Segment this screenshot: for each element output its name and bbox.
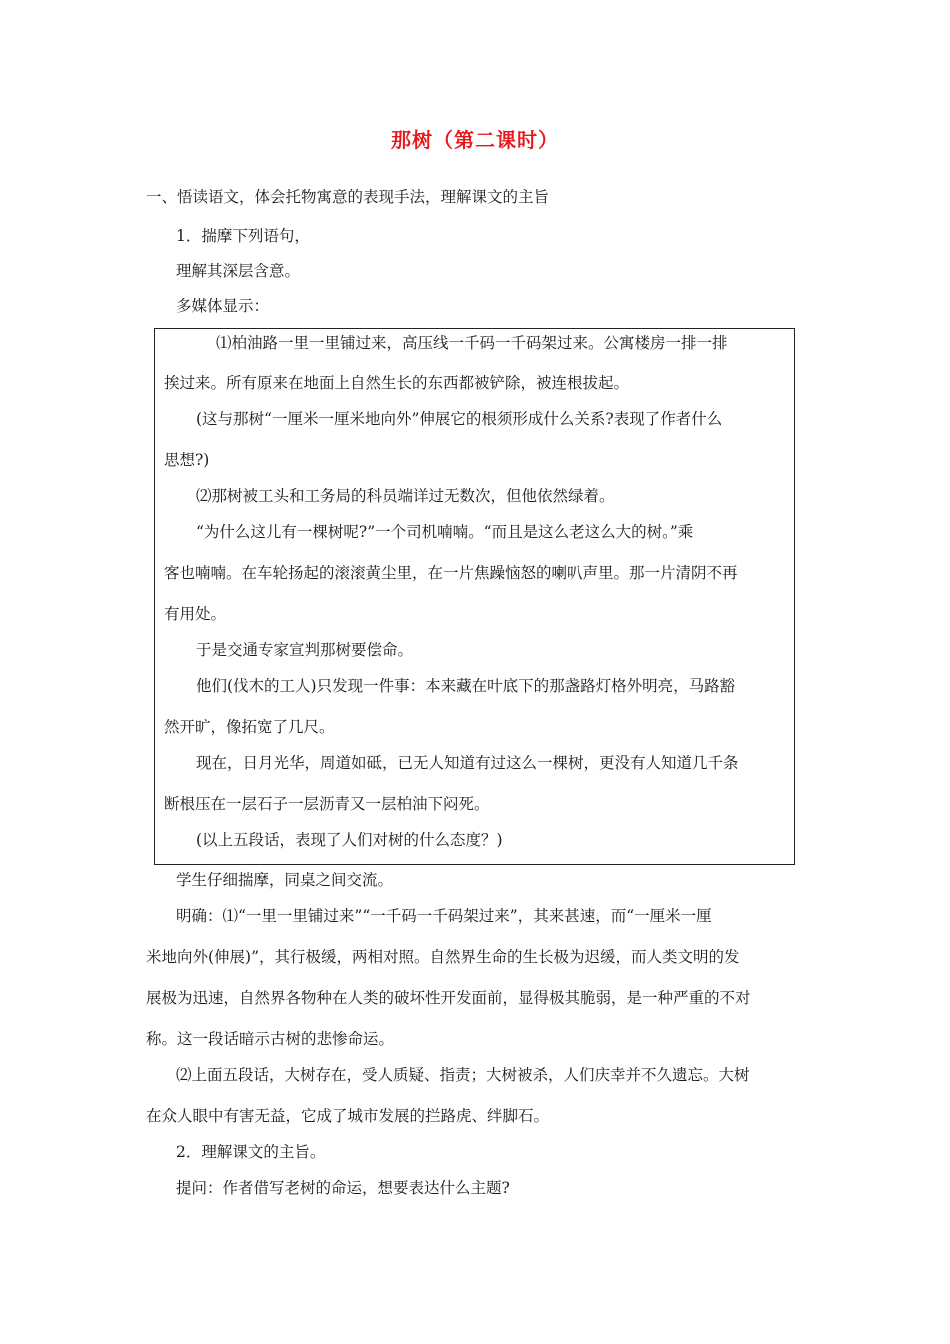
quote-p5-line2: 然开旷，像拓宽了几尺。 — [164, 718, 335, 736]
quote-p5-line1: 他们(伐木的工人)只发现一件事：本来藏在叶底下的那盏路灯格外明亮，马路豁 — [196, 677, 736, 695]
quote-p6-line2: 断根压在一层石子一层沥青又一层柏油下闷死。 — [164, 795, 490, 813]
question-1-line2: 思想?) — [164, 451, 210, 469]
clarify-1-line2: 米地向外(伸展)”，其行极缓，两相对照。自然界生命的生长极为迟缓，而人类文明的发 — [146, 948, 740, 966]
question-1-line1: (这与那树“一厘米一厘米地向外”伸展它的根须形成什么关系?表现了作者什么 — [196, 410, 723, 428]
clarify-2-line2: 在众人眼中有害无益，它成了城市发展的拦路虎、绊脚石。 — [146, 1107, 550, 1125]
quote-p3-line1: “为什么这儿有一棵树呢?”一个司机喃喃。“而且是这么老这么大的树。”乘 — [196, 523, 694, 541]
clarify-1-line1: 明确：⑴“一里一里铺过来”“一千码一千码架过来”，其来甚速，而“一厘米一厘 — [176, 907, 712, 925]
item-1-intro: 1．揣摩下列语句， — [176, 227, 310, 245]
section-heading: 一、悟读语文，体会托物寓意的表现手法，理解课文的主旨 — [146, 188, 550, 206]
question-prompt: 提问：作者借写老树的命运，想要表达什么主题? — [176, 1179, 510, 1197]
clarify-2-line1: ⑵上面五段话，大树存在，受人质疑、指责；大树被杀，人们庆幸并不久遗忘。大树 — [176, 1066, 750, 1084]
quote-p4: 于是交通专家宣判那树要偿命。 — [196, 641, 414, 659]
students-activity: 学生仔细揣摩，同桌之间交流。 — [176, 871, 394, 889]
page-title: 那树（第二课时） — [391, 128, 559, 152]
media-label: 多媒体显示： — [176, 297, 270, 315]
quote-p3-line2: 客也喃喃。在车轮扬起的滚滚黄尘里，在一片焦躁恼怒的喇叭声里。那一片清阴不再 — [164, 564, 738, 582]
quote-box — [154, 328, 795, 865]
quote-p1-line1: ⑴柏油路一里一里铺过来，高压线一千码一千码架过来。公寓楼房一排一排 — [216, 334, 728, 352]
quote-p1-line2: 挨过来。所有原来在地面上自然生长的东西都被铲除，被连根拔起。 — [164, 374, 630, 392]
question-2: (以上五段话，表现了人们对树的什么态度？) — [196, 831, 503, 849]
quote-p2: ⑵那树被工头和工务局的科员端详过无数次，但他依然绿着。 — [196, 487, 615, 505]
quote-p3-line3: 有用处。 — [164, 605, 227, 623]
clarify-1-line4: 称。这一段话暗示古树的悲惨命运。 — [146, 1030, 395, 1048]
clarify-1-line3: 展极为迅速，自然界各物种在人类的破坏性开发面前，显得极其脆弱，是一种严重的不对 — [146, 989, 751, 1007]
item-2-heading: 2．理解课文的主旨。 — [176, 1143, 326, 1161]
item-1-intro-cont: 理解其深层含意。 — [176, 262, 301, 280]
quote-p6-line1: 现在，日月光华，周道如砥，已无人知道有过这么一棵树，更没有人知道几千条 — [196, 754, 739, 772]
